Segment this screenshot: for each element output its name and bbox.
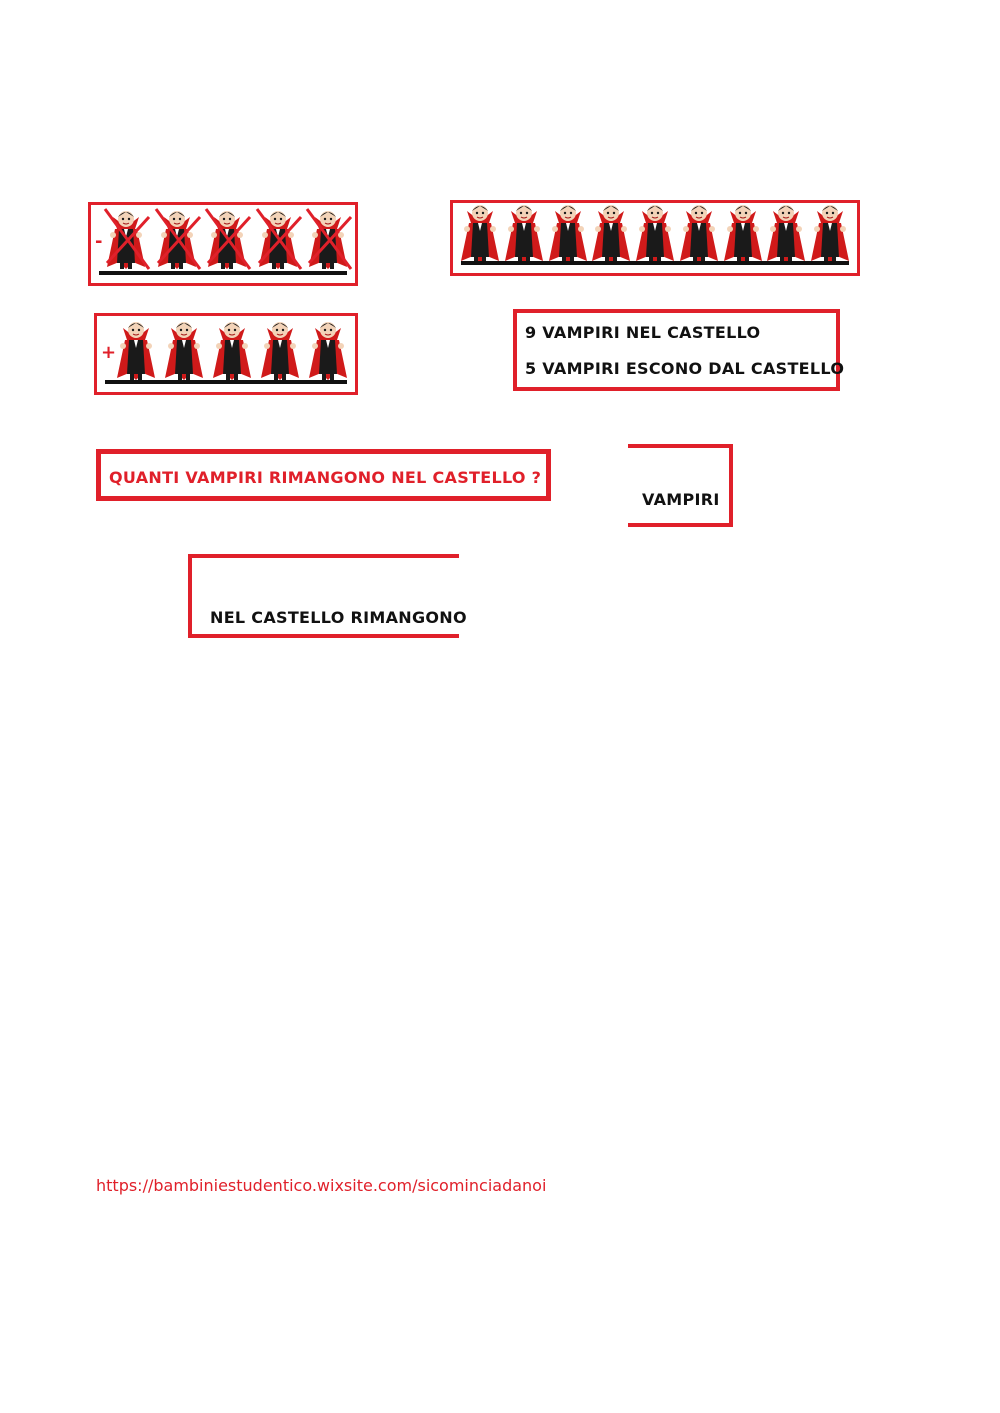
vampire-icon <box>115 318 157 382</box>
problem-line-1: 9 VAMPIRI NEL CASTELLO <box>525 323 761 342</box>
answer-box <box>628 444 733 527</box>
problem-box <box>513 309 845 391</box>
footer-link[interactable]: https://bambiniestudentico.wixsite.com/sicominciadanoi <box>96 1176 547 1195</box>
minus-panel <box>88 202 358 286</box>
vampire-icon <box>765 201 807 265</box>
question-text: QUANTI VAMPIRI RIMANGONO NEL CASTELLO ? <box>109 468 542 487</box>
vampire-icon <box>634 201 676 265</box>
ground-line <box>99 271 347 275</box>
vampire-icon <box>307 207 349 271</box>
castle-panel <box>450 200 860 276</box>
ground-line <box>461 261 849 265</box>
question-box <box>96 449 551 501</box>
minus-sign: - <box>95 231 103 252</box>
plus-panel <box>94 313 358 395</box>
result-box <box>188 554 467 638</box>
vampire-icon <box>206 207 248 271</box>
vampire-icon <box>678 201 720 265</box>
vampire-icon <box>809 201 851 265</box>
vampire-icon <box>459 201 501 265</box>
vampire-icon <box>259 318 301 382</box>
vampire-icon <box>307 318 349 382</box>
vampire-icon <box>547 201 589 265</box>
ground-line <box>105 380 347 384</box>
vampire-icon <box>590 201 632 265</box>
problem-line-2: 5 VAMPIRI ESCONO DAL CASTELLO <box>525 359 845 378</box>
vampire-row-castle <box>459 207 851 265</box>
vampire-icon <box>163 318 205 382</box>
vampire-icon <box>257 207 299 271</box>
answer-label: VAMPIRI <box>642 490 720 509</box>
vampire-icon <box>105 207 147 271</box>
result-label: NEL CASTELLO RIMANGONO <box>210 608 467 627</box>
vampire-row-plus <box>115 320 349 382</box>
vampire-icon <box>211 318 253 382</box>
plus-sign: + <box>101 342 117 363</box>
vampire-icon <box>722 201 764 265</box>
vampire-row-minus <box>105 209 349 271</box>
vampire-icon <box>156 207 198 271</box>
vampire-icon <box>503 201 545 265</box>
